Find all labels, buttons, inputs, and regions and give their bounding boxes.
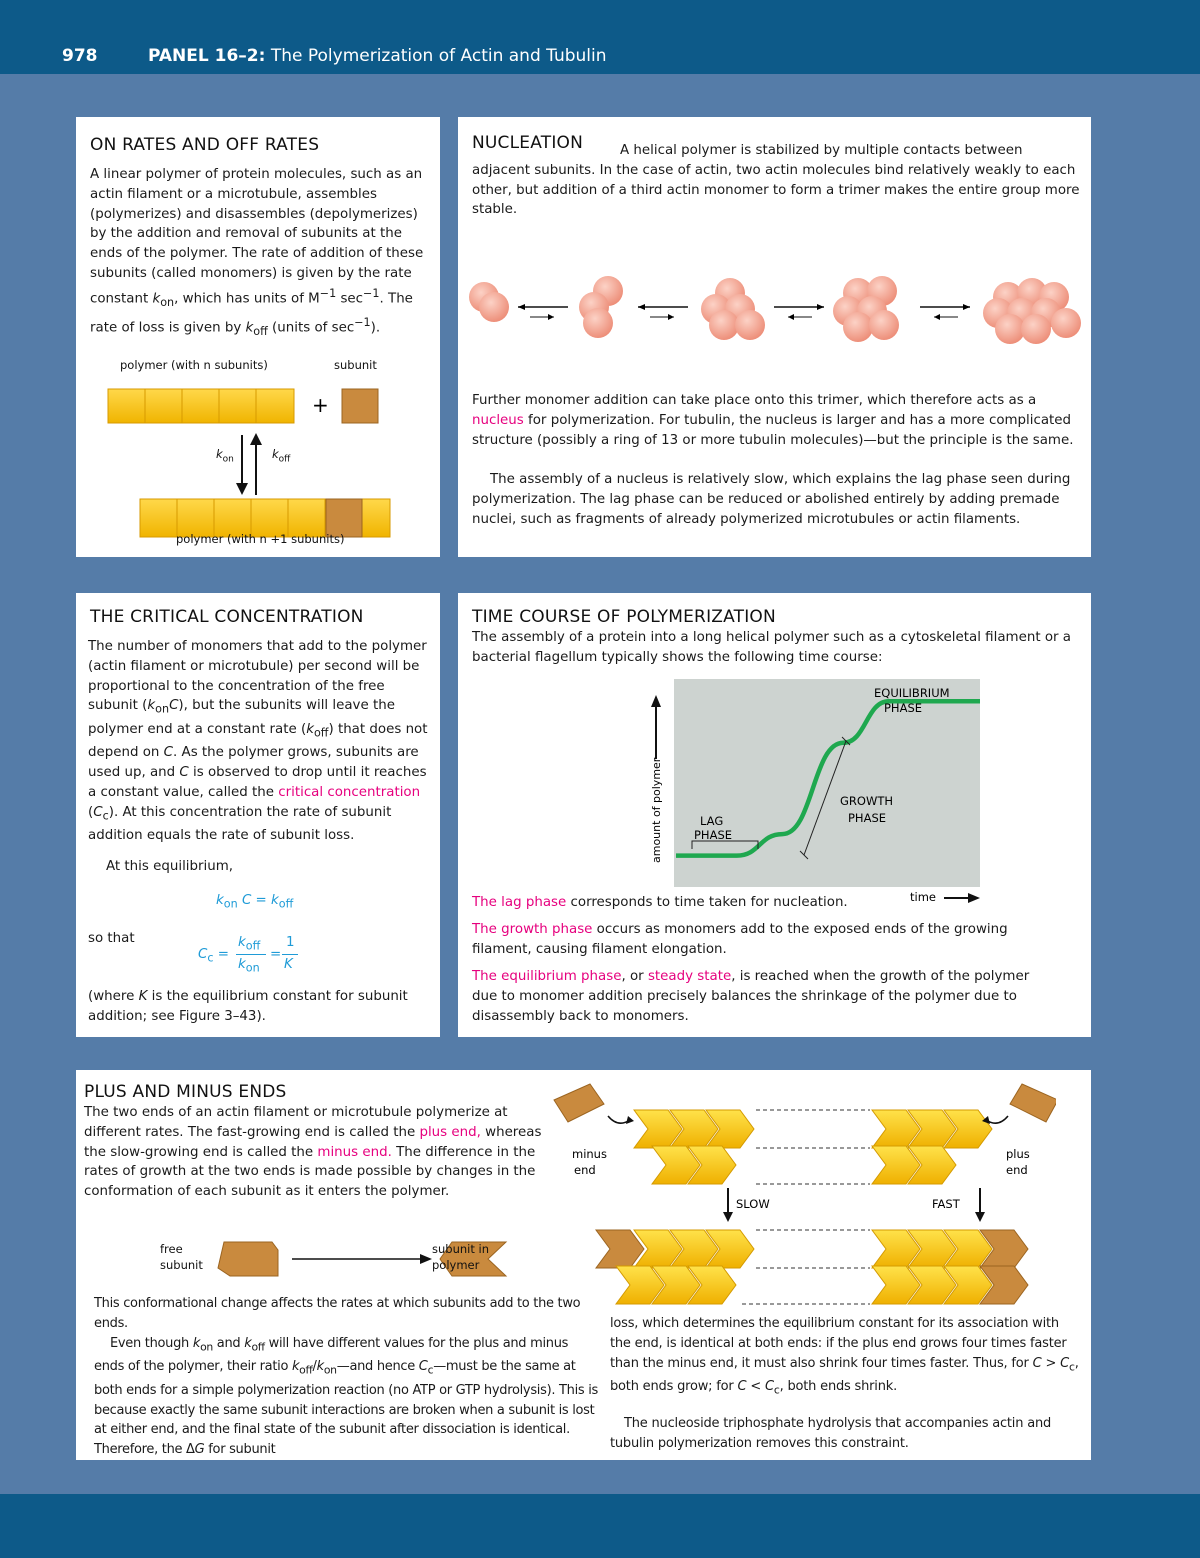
plus-end-label: end [1006,1163,1028,1177]
timecourse-heading: TIME COURSE OF POLYMERIZATION [472,607,776,627]
polymer-diagram [76,379,440,579]
polymer-n-label: polymer (with n subunits) [120,358,268,372]
nucleation-diagram [458,267,1091,357]
slow-label: SLOW [736,1197,770,1211]
ylabel: amount of polymer [650,757,663,863]
plusminus-right-col-b: The nucleoside triphosphate hydrolysis that accompanies actin and tubulin polymerization removes this constraint. [610,1416,1052,1451]
equilibrium-line: At this equilibrium, [106,859,234,874]
nucleation-box [458,117,1091,557]
on-off-body: A linear polymer of protein molecules, such as an actin filament or a microtubule, assembles (polymerizes) and disassembles (depolymerizes) by the addition and removal of subunits at the ends of the polymer. The rate of addition of these subunits (called monomers) is given by the rate constant $k_{on}$, which has units of $M^{-1}$ $\sec^{-1}$. The rate of loss is given by $k_{off}$ (units of $\sec^{-1}$). [90,167,424,338]
critical-concentration-box: THE CRITICAL CONCENTRATION The number of monomers that add to the polymer (actin filament or microtubule) per second will be proportional to the concentration of the free subunit $(k_{on}C)$, but the subunits will leave the polymer end at a constant rate $(k_{off})$ that does not depend on C. As the polymer grows, subunits are used up, and C is observed to drop until it reaches a constant value, called the critical concentration $(C_c)$. At this concentration the rate of subunit addition equals the rate of subunit loss. At this equilibrium, $k_{on}$ $C = k_{off}$ so that $C_c$ = $k_{off}$ $k_{on}$ = 1 K (where K is the equilibrium constant for subunit addition; see Figure 3–43). [76,593,440,1037]
y-axis-arrow [651,695,661,759]
minus-label: minus [572,1147,607,1161]
fast-label: FAST [932,1197,960,1211]
on-off-heading: ON RATES AND OFF RATES [90,135,320,155]
pentamer [833,276,899,342]
free-label: free [160,1242,183,1256]
panel-title [148,46,607,66]
dimer [469,282,509,322]
page-number: 978 [62,46,98,66]
subunit-in-label: subunit in [432,1242,490,1256]
incoming-subunit-plus [982,1084,1056,1124]
slow-arrow [723,1188,733,1222]
nucleation-para2: Further monomer addition can take place onto this trimer, which therefore acts as a nucleus for polymerization. For tubulin, the nucleus is larger and has a more complicated structure (possibly a ring of 13 or more tubulin molecules)—but the principle is the same. [472,393,1074,448]
critical-footnote: (where K is the equilibrium constant for subunit addition; see Figure 3–43). [88,989,408,1024]
minus-end-label: end [574,1163,596,1177]
polymer-n1-label: polymer (with n +1 subunits) [176,532,345,546]
critical-body: The number of monomers that add to the polymer (actin filament or microtubule) per second will be proportional to the concentration of the free subunit $(k_{on}C)$, but the subunits will leave the polymer end at a constant rate $(k_{off})$ that does not depend on C. As the polymer grows, subunits are used up, and C is observed to drop until it reaches a constant value, called the critical concentration $(C_c)$. At this concentration the rate of subunit addition equals the rate of subunit loss. [88,639,428,844]
trimer [579,276,623,338]
equilibrium-label: EQUILIBRIUM [874,686,950,700]
free-subunit-shape [218,1242,278,1276]
plusminus-para1: The two ends of an actin filament or microtubule polymerize at different rates. The fast-growing end is called the plus end, whereas the slow-growing end is called the minus end. The difference in the rates of growth at the two ends is made possible by changes in the conformation of each subunit as it enters the polymer. [84,1105,542,1200]
lag-phase-label: PHASE [694,828,733,842]
plusminus-right-col-a: loss, which determines the equilibrium constant for its association with the end, is identical at both ends: if the plus end grows four times faster than the minus end, it must also shrink four times faster. Thus, for $C > C_c$, both ends grow; for $C < C_c$, both ends shrink. [610,1316,1079,1397]
lag-phase-text: The lag phase corresponds to time taken for nucleation. [472,895,848,910]
plus-label: plus [1006,1147,1030,1161]
plus-minus-filament-diagram [546,1070,1056,1310]
kon-label: $k_{on}$ [216,447,234,465]
nucleus-highlight: nucleus [472,412,524,428]
time-course-box [458,593,1091,1037]
bottom-filament [596,1230,1028,1304]
equation-kon-koff: $k_{on}$ $C = k_{off}$ [216,893,294,911]
polymer-n [108,389,294,423]
incoming-subunit-minus [554,1084,634,1124]
top-filament [634,1110,992,1184]
equilibrium-phase-label: PHASE [884,701,923,715]
growth-phase-label: PHASE [848,811,887,825]
free-subunit-block [342,389,378,423]
growth-label: GROWTH [840,794,893,808]
time-course-chart [458,673,1091,903]
panel-label: PANEL 16–2: [148,46,266,66]
nucleation-heading: NUCLEATION [472,133,584,153]
nucleation-para3: The assembly of a nucleus is relatively slow, which explains the lag phase seen during polymerization. The lag phase can be reduced or abolished entirely by adding premade nuclei, such as fragments of already polymerized microtubules or actin filaments. [472,472,1071,527]
fast-arrow [975,1188,985,1222]
critical-highlight: critical concentration [278,784,421,800]
plusminus-heading: PLUS AND MINUS ENDS [84,1082,287,1102]
plus-sign: + [312,393,329,417]
polymer-label: polymer [432,1258,480,1272]
arrows-3 [774,304,824,320]
arrows-1 [518,304,568,320]
free-subunit-label: subunit [160,1258,203,1272]
x-axis-arrow [944,893,980,903]
tetramer [701,278,765,340]
plusminus-left-col-a: This conformational change affects the rates at which subunits add to the two ends. [94,1296,581,1331]
timecourse-intro: The assembly of a protein into a long helical polymer such as a cytoskeletal filament or a bacterial flagellum typically shows the following time course: [472,630,1071,665]
plus-minus-box [76,1070,1091,1460]
lag-label: LAG [700,814,724,828]
xlabel: time [910,890,936,903]
hexamer [983,278,1081,344]
so-that: so that [88,931,135,946]
arrows-2 [638,304,688,320]
arrows-4 [920,304,970,320]
growth-phase-text: The growth phase occurs as monomers add to the exposed ends of the growing filament, causing filament elongation. [472,922,1008,957]
panel-title-text: The Polymerization of Actin and Tubulin [270,46,607,66]
nucleation-intro: A helical polymer is stabilized by multiple contacts between adjacent subunits. In the case of actin, two actin molecules bind relatively weakly to each other, but addition of a third actin monomer to form a trimer makes the entire group more stable. [472,143,1080,218]
equilibrium-phase-text: The equilibrium phase, or steady state, is reached when the growth of the polymer due to monomer addition precisely balances the shrinkage of the polymer due to disassembly back to monomers. [472,969,1030,1024]
plusminus-left-col-b: Even though $k_{on}$ and $k_{off}$ will have different values for the plus and minus ends of the polymer, their ratio $k_{off}/k_{on}—and$ hence $C_c—must$ be the same at both ends for a simple polymerization reaction (no ATP or GTP hydrolysis). This is because exactly the same subunit interactions are broken when a subunit is lost at either end, and the final state of the subunit after dissociation is identical. Therefore, the ΔG for subunit [94,1336,599,1458]
critical-heading: THE CRITICAL CONCENTRATION [90,607,364,627]
subunit-label: subunit [334,358,377,372]
footer-bar [0,1494,1200,1558]
on-off-rates-box [76,117,440,557]
koff-label: $k_{off}$ [272,447,291,465]
